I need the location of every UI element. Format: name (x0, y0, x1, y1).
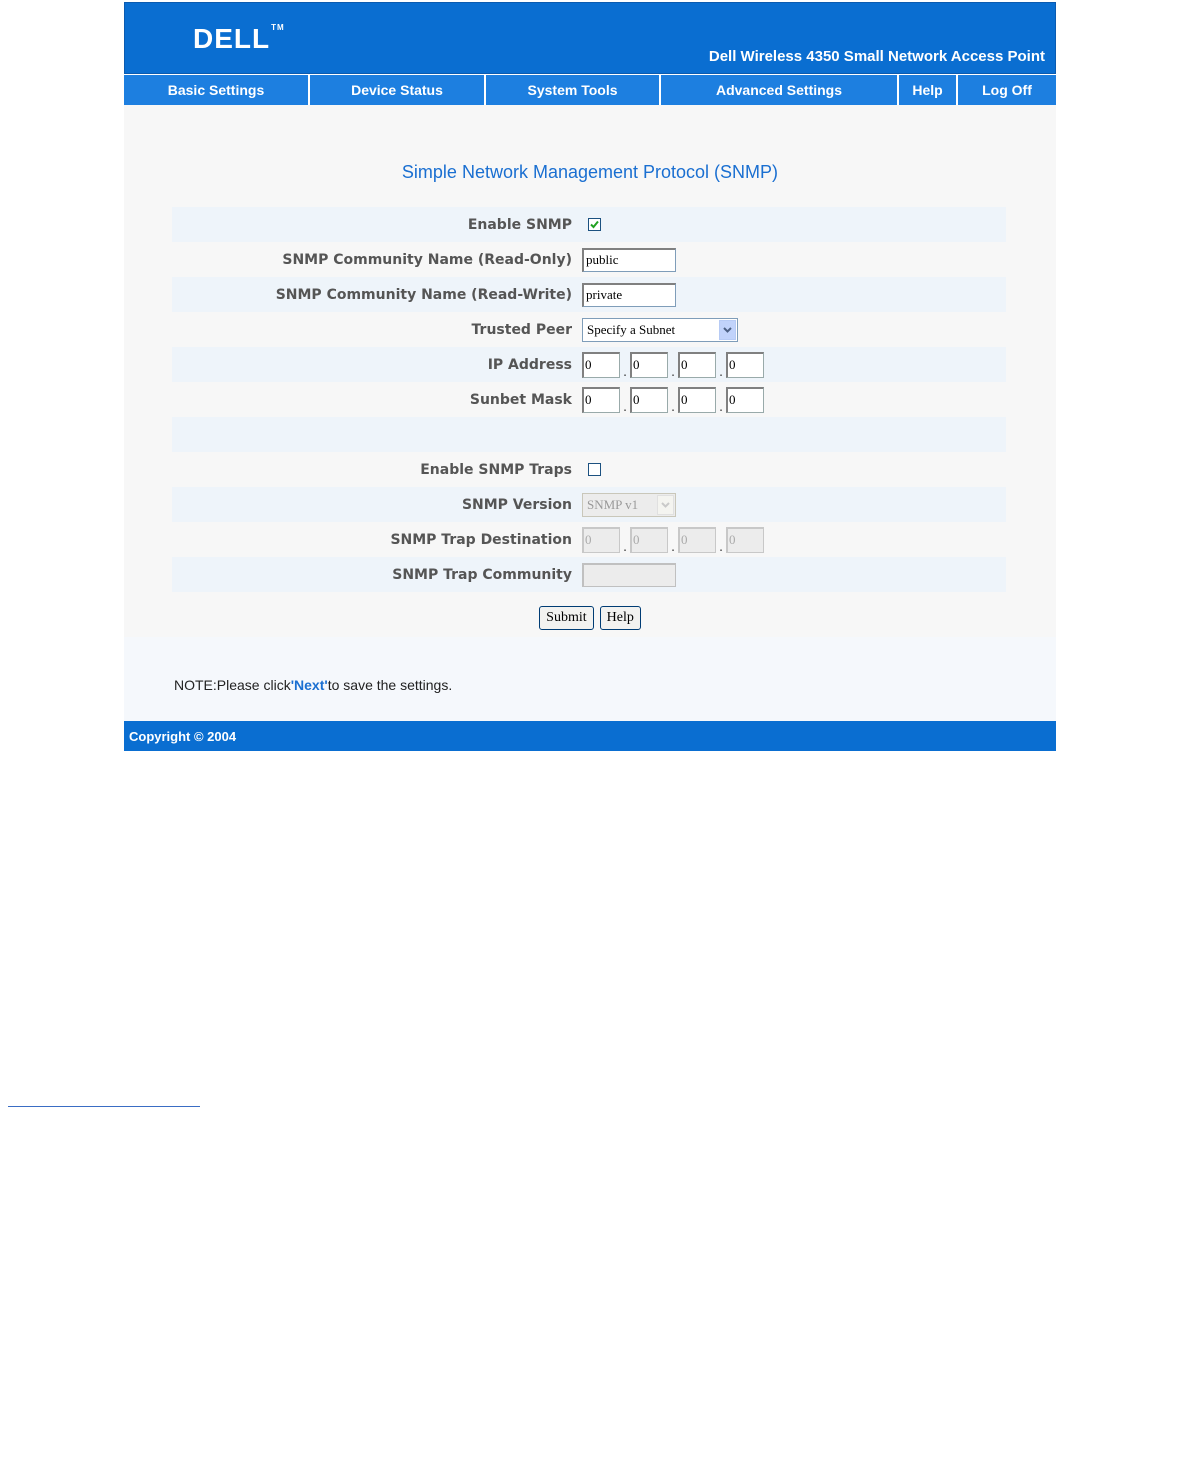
nav-log-off[interactable]: Log Off (958, 75, 1056, 105)
nav-device-status[interactable]: Device Status (310, 75, 486, 105)
rw-community-label: SNMP Community Name (Read-Write) (275, 286, 572, 303)
trusted-peer-label: Trusted Peer (471, 321, 572, 338)
enable-traps-checkbox[interactable] (588, 463, 601, 476)
row-snmp-version (172, 487, 1006, 522)
nav-advanced-settings[interactable]: Advanced Settings (661, 75, 899, 105)
nav-basic-settings[interactable]: Basic Settings (124, 75, 310, 105)
trap-community-label: SNMP Trap Community (392, 566, 572, 583)
ip-address-field: 0 . 0 . 0 . 0 (582, 352, 764, 378)
mask-octet-4[interactable] (726, 387, 764, 413)
help-button[interactable]: Help (600, 606, 641, 630)
row-ip-address (172, 347, 1006, 382)
next-link-text: 'Next' (290, 677, 328, 693)
row-subnet-mask (172, 382, 1006, 417)
main-nav (124, 75, 1056, 105)
chevron-down-icon[interactable] (719, 320, 736, 340)
header-banner (124, 2, 1056, 74)
trusted-peer-select[interactable] (582, 318, 738, 342)
enable-snmp-checkbox[interactable] (588, 218, 601, 231)
row-rw-community (172, 277, 1006, 312)
trap-destination-label: SNMP Trap Destination (390, 531, 572, 548)
snmp-version-select[interactable] (582, 493, 676, 517)
mask-octet-1[interactable] (582, 387, 620, 413)
trap-octet-3[interactable] (678, 527, 716, 553)
snmp-version-value: SNMP v1 (587, 496, 639, 512)
row-ro-community (172, 242, 1006, 277)
checkmark-icon (589, 219, 600, 230)
page-title: Simple Network Management Protocol (SNMP) (401, 162, 779, 182)
snmp-form (172, 207, 1006, 592)
back-link-underline[interactable] (8, 1106, 200, 1107)
ip-octet-4[interactable] (726, 352, 764, 378)
mask-octet-3[interactable] (678, 387, 716, 413)
snmp-version-label: SNMP Version (461, 496, 572, 513)
note-area (124, 637, 1056, 721)
nav-system-tools[interactable]: System Tools (486, 75, 661, 105)
chevron-down-icon[interactable] (657, 495, 674, 515)
ip-octet-1[interactable] (582, 352, 620, 378)
row-enable-snmp (172, 207, 1006, 242)
subnet-mask-field: 0 . 0 . 0 . 0 (582, 387, 764, 413)
row-spacer (172, 417, 1006, 452)
product-name: Dell Wireless 4350 Small Network Access Point (708, 48, 1045, 65)
enable-snmp-label: Enable SNMP (467, 216, 572, 233)
dell-logo: DELL™ (193, 23, 285, 54)
rw-community-input[interactable] (582, 283, 676, 307)
app-shell (124, 2, 1056, 751)
trap-destination-field: 0 . 0 . 0 . 0 (582, 527, 764, 553)
submit-button[interactable]: Submit (539, 606, 593, 630)
row-trap-community (172, 557, 1006, 592)
footer-copyright: Copyright © 2004 (124, 721, 1056, 751)
mask-octet-2[interactable] (630, 387, 668, 413)
subnet-mask-label: Sunbet Mask (469, 391, 572, 408)
ro-community-label: SNMP Community Name (Read-Only) (282, 251, 572, 268)
ip-address-label: IP Address (487, 356, 572, 373)
enable-traps-label: Enable SNMP Traps (420, 461, 572, 478)
ip-octet-2[interactable] (630, 352, 668, 378)
form-buttons (124, 606, 1056, 630)
row-trap-destination (172, 522, 1006, 557)
ip-octet-3[interactable] (678, 352, 716, 378)
save-note: NOTE:Please click'Next'to save the settings. (174, 677, 453, 693)
main-content (124, 105, 1056, 637)
trap-octet-2[interactable] (630, 527, 668, 553)
nav-help[interactable]: Help (899, 75, 958, 105)
trusted-peer-value: Specify a Subnet (587, 321, 676, 337)
row-trusted-peer (172, 312, 1006, 347)
trap-community-input[interactable] (582, 563, 676, 587)
row-enable-traps (172, 452, 1006, 487)
trap-octet-1[interactable] (582, 527, 620, 553)
ro-community-input[interactable] (582, 248, 676, 272)
trap-octet-4[interactable] (726, 527, 764, 553)
